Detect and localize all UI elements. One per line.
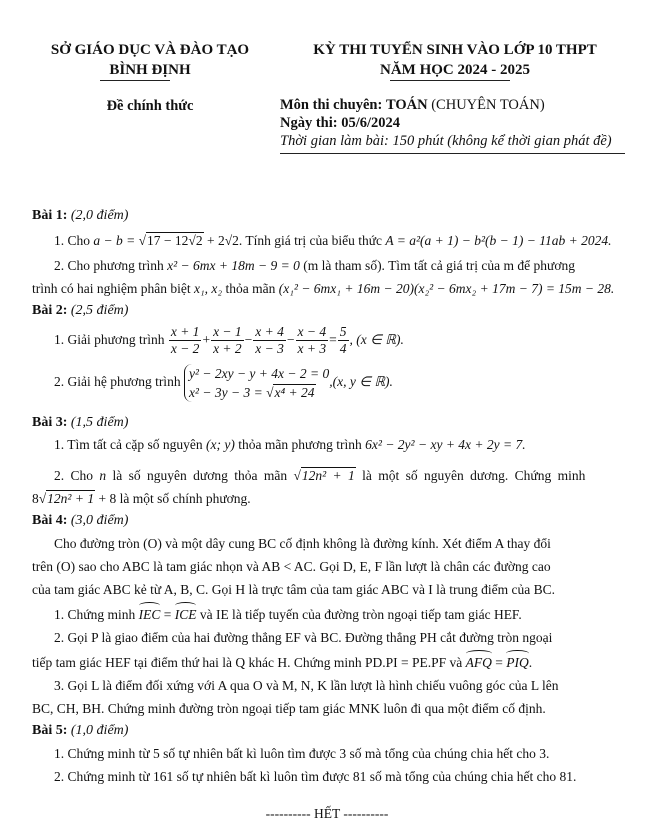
bai1-points: (2,0 điểm) (70, 208, 129, 223)
q-text: 1. Tìm tất cả cặp số nguyên (54, 437, 206, 452)
operator: − (244, 332, 253, 347)
math-expr: + 2√2. (203, 233, 243, 248)
q-text: là một số nguyên dương. Chứng minh (355, 468, 586, 483)
subject-label: Môn thi chuyên: (280, 97, 383, 113)
equation: x² − 3y − 3 = √x⁴ + 24 (188, 384, 315, 400)
end-marker: ---------- HẾT ---------- (265, 806, 389, 821)
equation: y² − 2xy − y + 4x − 2 = 0 (188, 365, 330, 381)
bai1-heading (32, 207, 622, 225)
q-text: 1. Chứng minh (54, 607, 139, 622)
math-expr: x² − 6mx + 18m − 9 = 0 (167, 258, 300, 273)
q-text: là số nguyên dương thỏa mãn (106, 468, 294, 483)
bai1-q1: 1. Cho a − b = √17 − 12√2 + 2√2. Tính giá trị của biểu thức A = a²(a + 1) − b²(b − 1) − 11ab + 2024. (54, 233, 612, 248)
bai5-q2: 2. Chứng minh từ 161 số tự nhiên bất kì luôn tìm được 81 số mà tổng của chúng chia hết cho 81. (54, 769, 577, 784)
q-text: 2. Cho (54, 468, 100, 483)
equation-system (184, 364, 329, 402)
bai5-title: Bài 5: (32, 723, 68, 738)
math-expr: a − b = (93, 233, 139, 248)
bai3-q2-line2: 8√12n² + 1 + 8 là một số chính phương. (32, 491, 251, 506)
math-expr: x₁, x₂ (193, 281, 223, 296)
domain: , (x ∈ ℝ). (349, 332, 404, 347)
subject-sub: (CHUYÊN TOÁN) (431, 97, 545, 113)
header-underline-right (390, 80, 510, 81)
bai4-q2-line2: tiếp tam giác HEF tại điểm thứ hai là Q khác H. Chứng minh PD.PI = PE.PF và AFQ = PIQ. (32, 655, 533, 670)
bai3-title: Bài 3: (32, 415, 68, 430)
province-name: BÌNH ĐỊNH (109, 62, 191, 78)
bai2-q1 (32, 320, 644, 360)
math-expr: (x₁² − 6mx₁ + 16m − 20)(x₂² − 6mx₂ + 17m − 7) = 15m − 28. (278, 281, 615, 296)
angle: AFQ (465, 655, 492, 670)
sqrt-expr: 12n² + 1 (301, 468, 355, 483)
bai4-intro-2: trên (O) sao cho ABC là tam giác nhọn và AB < AC. Gọi D, E, F lần lượt là chân các đường cao (32, 559, 551, 574)
q-text: thỏa mãn phương trình (234, 437, 366, 452)
math-expr: 6x² − 2y² − xy + 4x + 2y = 7. (365, 437, 526, 452)
bai4-q3-line1: 3. Gọi L là điểm đối xứng với A qua O và M, N, K lần lượt là hình chiếu vuông góc của L lên (54, 678, 559, 693)
fraction: $\frac{x - 1}{x + 2}$ (213, 324, 242, 357)
q-text: tiếp tam giác HEF tại điểm thứ hai là Q khác H. Chứng minh PD.PI = PE.PF và (32, 655, 466, 670)
subject-value: TOÁN (385, 97, 428, 113)
fraction: $\frac{x + 4}{x - 3}$ (255, 324, 284, 357)
operator: + (202, 332, 211, 347)
q-text: trình có hai nghiệm phân biệt (32, 281, 194, 296)
bai4-intro-1: Cho đường tròn (O) và một dây cung BC cố định không là đường kính. Xét điểm A thay đổi (54, 536, 551, 551)
bai5-q1: 1. Chứng minh từ 5 số tự nhiên bất kì luôn tìm được 3 số mà tổng của chúng chia hết cho 3. (54, 746, 550, 761)
fraction: $\frac{x + 1}{x - 2}$ (170, 324, 200, 357)
bai3-q1 (32, 436, 644, 454)
sqrt-expr: 12n² + 1 (47, 491, 95, 506)
q-text: và IE là tiếp tuyến của đường tròn ngoại tiếp tam giác HEF. (196, 607, 522, 622)
fraction: $\frac{5}{4}$ (339, 324, 347, 357)
q-prefix: 1. Cho (54, 233, 91, 248)
bai4-q3-line2: BC, CH, BH. Chứng minh đường tròn ngoại tiếp tam giác MNK luôn đi qua một điểm cố định. (32, 701, 546, 716)
q-prefix: 2. Cho phương trình (54, 258, 168, 273)
q-prefix: 1. Giải phương trình (54, 332, 165, 347)
q-text: thỏa mãn (222, 281, 279, 296)
bai3-points: (1,5 điểm) (70, 415, 129, 430)
exam-title: KỲ THI TUYỂN SINH VÀO LỚP 10 THPT (313, 42, 597, 58)
bai5-points: (1,0 điểm) (70, 723, 129, 738)
operator: − (286, 332, 295, 347)
department-header (30, 40, 270, 80)
bai2-q2 (32, 362, 644, 402)
angle: ICE (174, 607, 197, 622)
bai4-q1: 1. Chứng minh IEC = ICE và IE là tiếp tuyến của đường tròn ngoại tiếp tam giác HEF. (54, 607, 522, 622)
bai4-points: (3,0 điểm) (70, 513, 129, 528)
school-year: NĂM HỌC 2024 - 2025 (380, 62, 530, 78)
math-expr: A = a²(a + 1) − b²(b − 1) − 11ab + 2024. (385, 233, 612, 248)
bai1-q2-line1 (32, 257, 644, 275)
bai4-title: Bài 4: (32, 513, 68, 528)
bai5-heading (32, 722, 622, 740)
math-expr: (x; y) (205, 437, 235, 452)
bai2-heading (32, 302, 622, 320)
bai3-heading (32, 414, 622, 432)
header-underline-left (100, 80, 170, 81)
q-prefix: 2. Giải hệ phương trình (54, 374, 181, 389)
header-underline-meta (280, 153, 625, 154)
bai3-q2-line1: 2. Cho n là số nguyên dương thỏa mãn √12n² + 1 là một số nguyên dương. Chứng minh (54, 468, 586, 483)
fraction: $\frac{x - 4}{x + 3}$ (297, 324, 327, 357)
bai4-heading (32, 512, 622, 530)
angle: PIQ (506, 655, 529, 670)
bai1-title: Bài 1: (32, 208, 68, 223)
operator: = (329, 332, 337, 347)
q-text: là một số chính phương. (116, 491, 251, 506)
domain: ,(x, y ∈ ℝ). (329, 374, 393, 389)
department-name: SỞ GIÁO DỤC VÀ ĐÀO TẠO (50, 42, 250, 58)
bai4-q2-line1: 2. Gọi P là giao điểm của hai đường thẳng EF và BC. Đường thẳng PH cắt đường tròn ngoại (54, 630, 553, 645)
subject-line (280, 96, 545, 114)
bai1-q2-line2 (32, 280, 622, 298)
bai4-intro-3: của tam giác ABC kẻ từ A, B, C. Gọi H là trực tâm của tam giác ABC và I là trung điểm của BC. (32, 582, 556, 597)
math-expr: n (99, 468, 107, 483)
q-text: (m là tham số). Tìm tất cả giá trị của m để phương (299, 258, 575, 273)
angle: IEC (138, 607, 161, 622)
bai2-points: (2,5 điểm) (70, 303, 129, 318)
bai2-title: Bài 2: (32, 303, 68, 318)
exam-duration: Thời gian làm bài: 150 phút (không kể thời gian phát đề) (280, 133, 612, 149)
exam-date: Ngày thi: 05/6/2024 (280, 115, 401, 131)
exam-header (290, 40, 620, 80)
sqrt-expr: 17 − 12√2 (147, 233, 203, 248)
q-text: Tính giá trị của biểu thức (242, 233, 386, 248)
official-label: Đề chính thức (106, 98, 194, 114)
